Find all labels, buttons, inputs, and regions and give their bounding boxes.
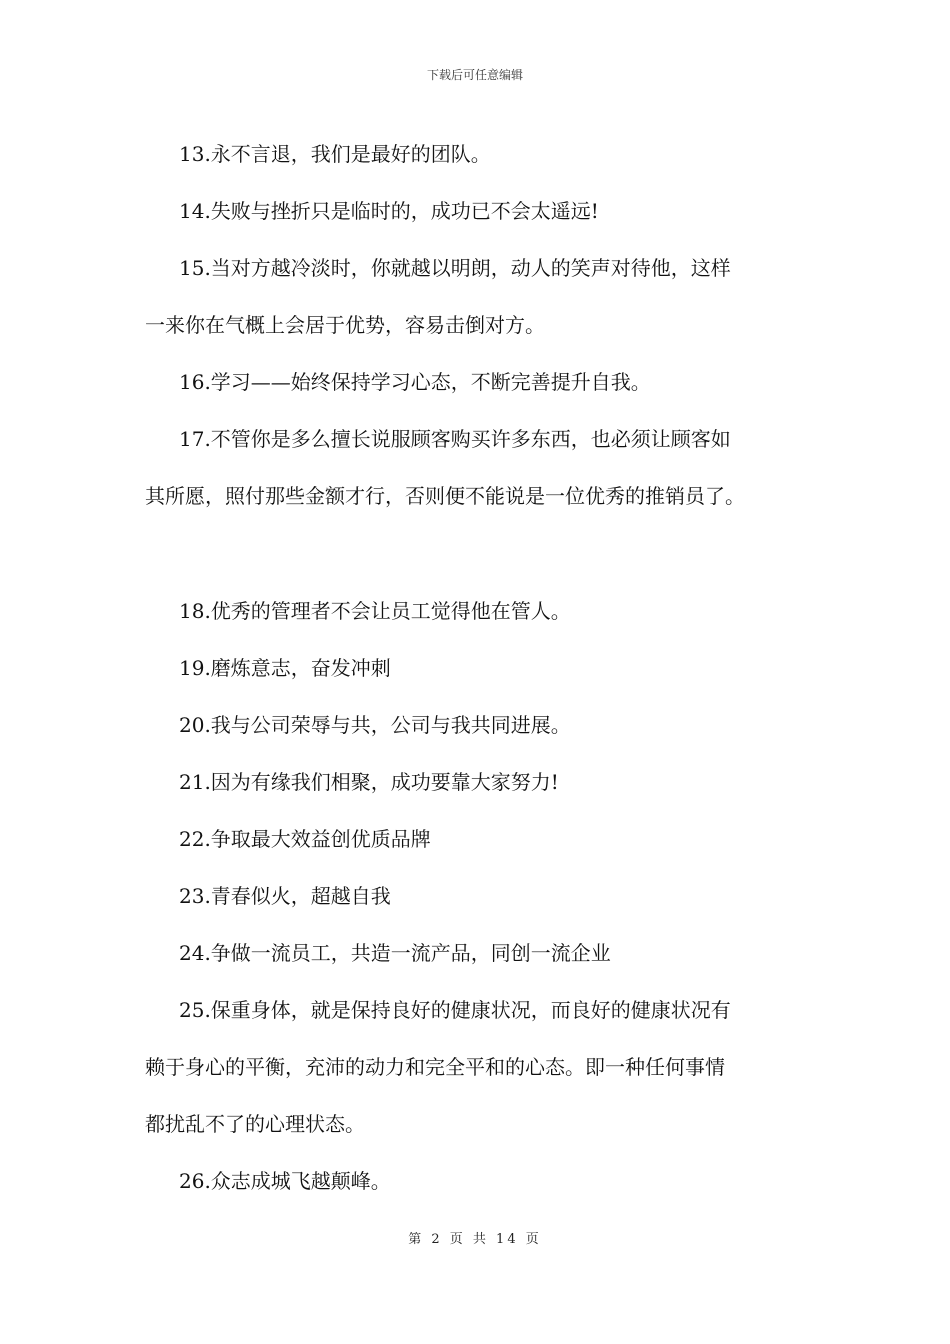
paragraph-21 — [145, 754, 815, 811]
paragraph-17 — [145, 411, 815, 525]
paragraph-line: 26.众志成城飞越颠峰。 — [179, 1169, 391, 1193]
blank-line — [145, 525, 815, 583]
paragraph-line: 一来你在气概上会居于优势，容易击倒对方。 — [145, 313, 545, 337]
paragraph-line: 赖于身心的平衡，充沛的动力和完全平和的心态。即一种任何事情 — [145, 1055, 725, 1079]
paragraph-24 — [145, 925, 815, 982]
paragraph-22 — [145, 811, 815, 868]
paragraph-13 — [145, 126, 815, 183]
paragraph-line: 其所愿，照付那些金额才行，否则便不能说是一位优秀的推销员了。 — [145, 484, 745, 508]
paragraph-14 — [145, 183, 815, 240]
paragraph-line: 25.保重身体，就是保持良好的健康状况，而良好的健康状况有 — [179, 998, 731, 1022]
paragraph-line: 21.因为有缘我们相聚，成功要靠大家努力! — [179, 770, 559, 794]
paragraph-line: 18.优秀的管理者不会让员工觉得他在管人。 — [179, 599, 571, 623]
paragraph-18 — [145, 583, 815, 640]
paragraph-16 — [145, 354, 815, 411]
paragraph-line: 17.不管你是多么擅长说服顾客购买许多东西，也必须让顾客如 — [179, 427, 731, 451]
paragraph-23 — [145, 868, 815, 925]
paragraph-line: 19.磨炼意志，奋发冲刺 — [179, 656, 391, 680]
paragraph-line: 24.争做一流员工，共造一流产品，同创一流企业 — [179, 941, 611, 965]
paragraph-line: 20.我与公司荣辱与共，公司与我共同进展。 — [179, 713, 571, 737]
paragraph-19 — [145, 640, 815, 697]
paragraph-line: 都扰乱不了的心理状态。 — [145, 1112, 365, 1136]
paragraph-line: 16.学习——始终保持学习心态，不断完善提升自我。 — [179, 370, 651, 394]
page-header: 下载后可任意编辑 — [426, 68, 523, 82]
paragraph-26 — [145, 1153, 815, 1210]
page-footer: 第 2 页 共 14 页 — [408, 1232, 542, 1247]
paragraph-20 — [145, 697, 815, 754]
paragraph-line: 13.永不言退，我们是最好的团队。 — [179, 142, 491, 166]
paragraph-25 — [145, 982, 815, 1153]
paragraph-line: 23.青春似火，超越自我 — [179, 884, 391, 908]
paragraph-line: 15.当对方越冷淡时，你就越以明朗，动人的笑声对待他，这样 — [179, 256, 731, 280]
document-body — [145, 126, 815, 1210]
paragraph-line: 14.失败与挫折只是临时的，成功已不会太遥远! — [179, 199, 599, 223]
paragraph-line: 22.争取最大效益创优质品牌 — [179, 827, 431, 851]
paragraph-15 — [145, 240, 815, 354]
